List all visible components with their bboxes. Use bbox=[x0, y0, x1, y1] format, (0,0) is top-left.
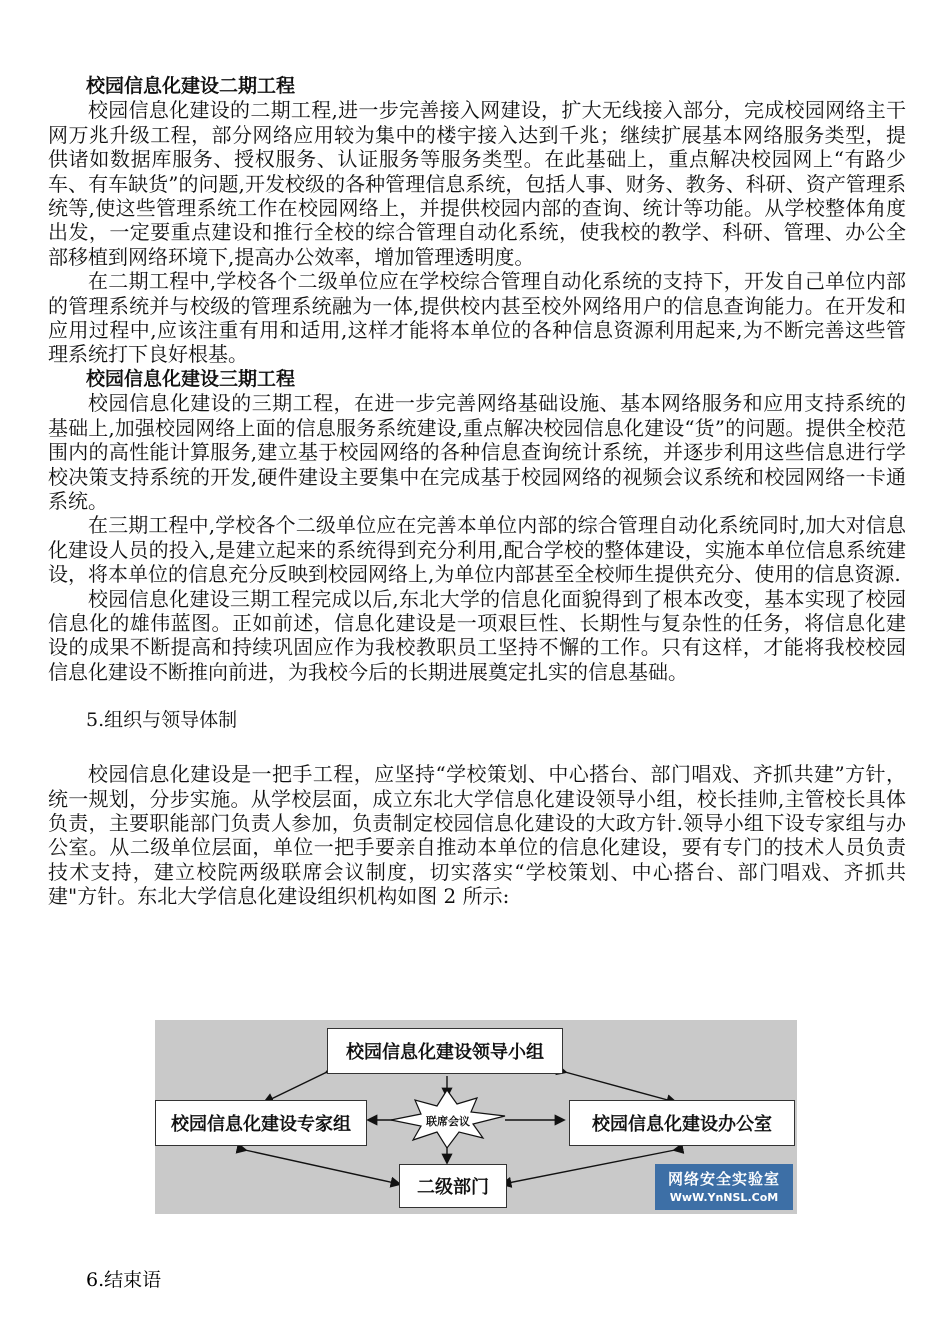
org-structure-figure bbox=[155, 1020, 797, 1214]
heading-phase2: 校园信息化建设二期工程 bbox=[86, 75, 296, 97]
paragraph-phase2-intro: 校园信息化建设的二期工程,进一步完善接入网建设，扩大无线接入部分，完成校园网络主干网万兆升级工程，部分网络应用较为集中的楼宇接入达到千兆；继续扩展基本网络服务类型，提供诸如数据库服务、授权服务、认证服务等服务类型。在此基础上，重点解决校园网上“有路少车、有车缺货”的问题,开发校级的各种管理信息系统，包括人事、财务、教务、科研、资产管理系统等,使这些管理系统工作在校园网络上，并提供校园内部的查询、统计等功能。从学校整体角度出发，一定要重点建设和推行全校的综合管理自动化系统，使我校的教学、科研、管理、办公全部移植到网络环境下,提高办公效率，增加管理透明度。 bbox=[48, 98, 906, 269]
section-title-organization: 5.组织与领导体制 bbox=[86, 709, 238, 732]
watermark-logo bbox=[655, 1164, 793, 1210]
watermark-url: WwW.YnNSL.CoM bbox=[669, 1191, 779, 1204]
heading-phase3: 校园信息化建设三期工程 bbox=[86, 367, 296, 390]
paragraph-phase3-conclusion: 校园信息化建设三期工程完成以后,东北大学的信息化面貌得到了根本改变，基本实现了校园信息化的雄伟蓝图。正如前述，信息化建设是一项艰巨性、长期性与复杂性的任务，将信息化建设的成果不断提高和持续巩固应作为我校教职员工坚持不懈的工作。只有这样，才能将我校校园信息化建设不断推向前进，为我校今后的长期进展奠定扎实的信息基础。 bbox=[48, 586, 906, 684]
paragraph-organization: 校园信息化建设是一把手工程，应坚持“学校策划、中心搭台、部门唱戏、齐抓共建”方针，统一规划，分步实施。从学校层面，成立东北大学信息化建设领导小组，校长挂帅,主管校长具体负责，主要职能部门负责人参加，负责制定校园信息化建设的大政方针.领导小组下设专家组与办公室。从二级单位层面，单位一把手要亲自推动本单位的信息化建设，要有专门的技术人员负责技术支持，建立校院两级联席会议制度，切实落实“学校策划、中心搭台、部门唱戏、齐抓共建"方针。东北大学信息化建设组织机构如图 2 所示: bbox=[48, 762, 906, 909]
paragraph-phase3-intro: 校园信息化建设的三期工程，在进一步完善网络基础设施、基本网络服务和应用支持系统的基础上,加强校园网络上面的信息服务系统建设,重点解决校园信息化建设“货”的问题。提供全校范围内的高性能计算服务,建立基于校园网络的各种信息查询统计系统，并逐步利用这些信息进行学校决策支持系统的开发,硬件建设主要集中在完成基于校园网络的视频会议系统和校园网络一卡通系统。 bbox=[48, 391, 906, 513]
office-box: 校园信息化建设办公室 bbox=[569, 1100, 795, 1146]
section-title-conclusion: 6.结束语 bbox=[86, 1269, 162, 1291]
paragraph-phase2-units: 在二期工程中,学校各个二级单位应在学校综合管理自动化系统的支持下，开发自己单位内部的管理系统并与校级的管理系统融为一体,提供校内甚至校外网络用户的信息查询能力。在开发和应用过程中,应该注重有用和适用,这样才能将本单位的各种信息资源利用起来,为不断完善这些管理系统打下良好根基。 bbox=[48, 269, 906, 367]
secondary-department-box: 二级部门 bbox=[399, 1164, 507, 1208]
expert-group-box: 校园信息化建设专家组 bbox=[155, 1100, 367, 1146]
joint-meeting-label: 联席会议 bbox=[426, 1115, 470, 1128]
watermark-title: 网络安全实验室 bbox=[667, 1170, 780, 1188]
paragraph-phase3-units: 在三期工程中,学校各个二级单位应在完善本单位内部的综合管理自动化系统同时,加大对信息化建设人员的投入,是建立起来的系统得到充分利用,配合学校的整体建设，实施本单位信息系统建设，将本单位的信息充分反映到校园网络上,为单位内部甚至全校师生提供充分、使用的信息资源. bbox=[48, 513, 906, 587]
leadership-group-box: 校园信息化建设领导小组 bbox=[327, 1028, 563, 1074]
document-body bbox=[48, 74, 906, 909]
